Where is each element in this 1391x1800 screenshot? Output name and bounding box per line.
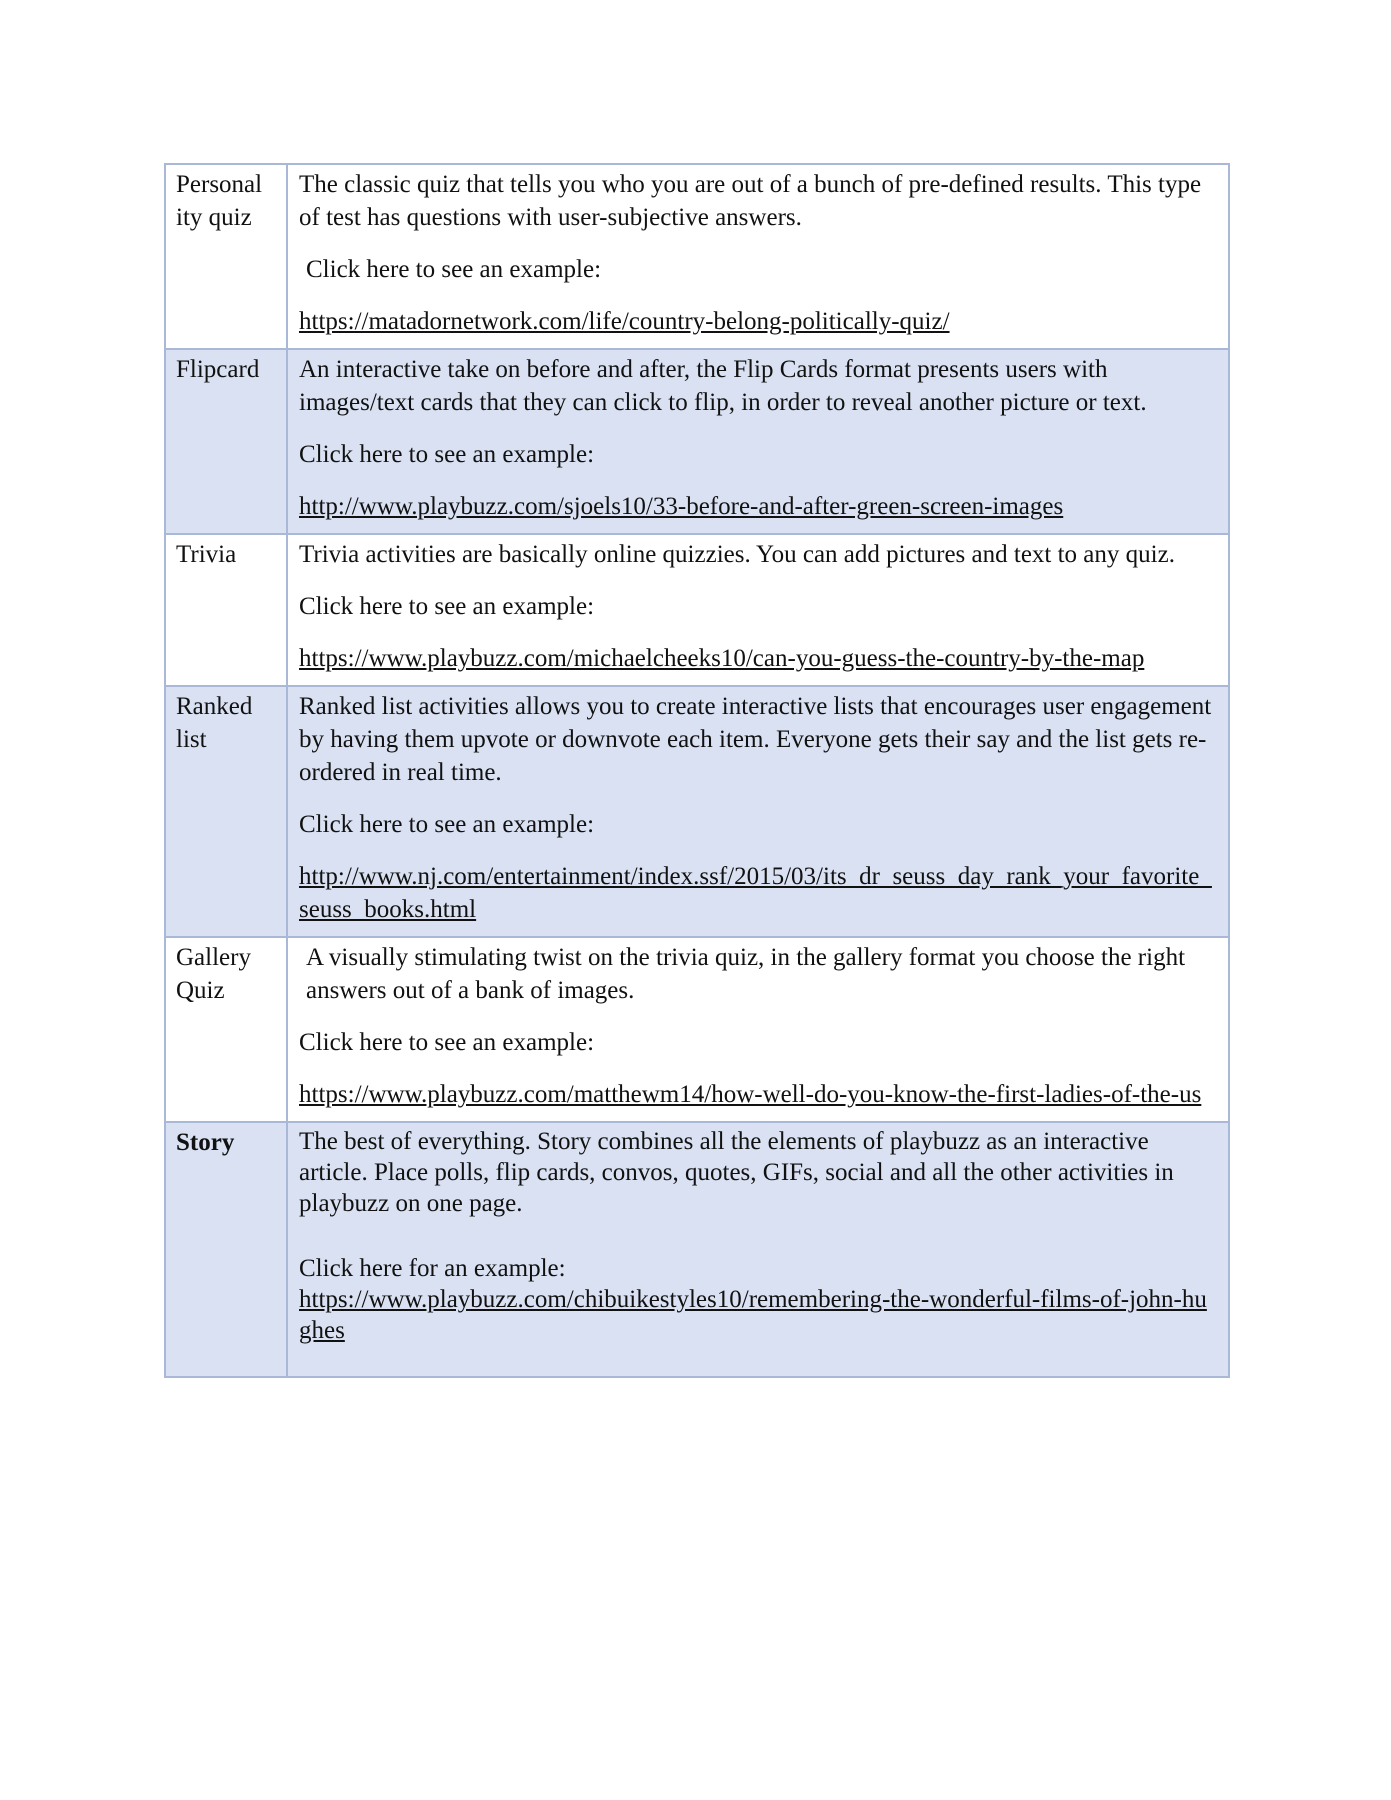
activity-label: Ranked list [165,686,287,937]
activity-description: Trivia activities are basically online quizzies. You can add pictures and text to any quiz. [299,541,1175,568]
activity-description-cell [287,164,1229,349]
table-row [165,1122,1229,1377]
example-link[interactable]: https://www.playbuzz.com/matthewm14/how-well-do-you-know-the-first-ladies-of-the-us [299,1081,1202,1108]
example-prompt: Click here to see an example: [306,256,602,283]
activity-description: The classic quiz that tells you who you are out of a bunch of pre-defined results. This type of test has questions with user-subjective answers. [299,171,1202,231]
activity-description-cell [287,349,1229,534]
example-link[interactable]: http://www.playbuzz.com/sjoels10/33-before-and-after-green-screen-images [299,493,1064,520]
table-row [165,349,1229,534]
table-row [165,937,1229,1122]
activity-description-cell [287,1122,1229,1377]
activity-description: An interactive take on before and after, the Flip Cards format presents users with images/text cards that they can click to flip, in order to reveal another picture or text. [299,356,1147,416]
example-prompt: Click here to see an example: [299,593,595,620]
table-row [165,534,1229,686]
table-row [165,164,1229,349]
activity-label: Story [165,1122,287,1377]
activity-types-table [164,163,1230,1378]
activity-description: The best of everything. Story combines all the elements of playbuzz as an interactive article. Place polls, flip cards, convos, quotes, GIFs, social and all the other activities in playbuzz on one page. [299,1128,1174,1217]
example-prompt: Click here to see an example: [299,441,595,468]
activity-label: Trivia [165,534,287,686]
example-link[interactable]: https://www.playbuzz.com/chibuikestyles10/remembering-the-wonderful-films-of-john-hughes [299,1286,1207,1344]
activity-label: Personal ity quiz [165,164,287,349]
example-prompt: Click here to see an example: [299,1029,595,1056]
activity-description: A visually stimulating twist on the trivia quiz, in the gallery format you choose the right answers out of a bank of images. [306,944,1186,1004]
spacer [299,1346,1218,1366]
activity-description-cell [287,686,1229,937]
example-prompt: Click here for an example: [299,1255,566,1282]
spacer [299,1219,1218,1253]
table-row [165,686,1229,937]
activity-label: Flipcard [165,349,287,534]
activity-label: Gallery Quiz [165,937,287,1122]
example-link[interactable]: https://matadornetwork.com/life/country-belong-politically-quiz/ [299,308,950,335]
example-link[interactable]: https://www.playbuzz.com/michaelcheeks10/can-you-guess-the-country-by-the-map [299,645,1145,672]
example-prompt: Click here to see an example: [299,811,595,838]
activity-description: Ranked list activities allows you to create interactive lists that encourages user engagement by having them upvote or downvote each item. Everyone gets their say and the list gets re-ordered in real time. [299,693,1212,786]
example-link[interactable]: http://www.nj.com/entertainment/index.ssf/2015/03/its_dr_seuss_day_rank_your_favorite_seuss_books.html [299,863,1212,923]
activity-description-cell [287,937,1229,1122]
activity-description-cell [287,534,1229,686]
